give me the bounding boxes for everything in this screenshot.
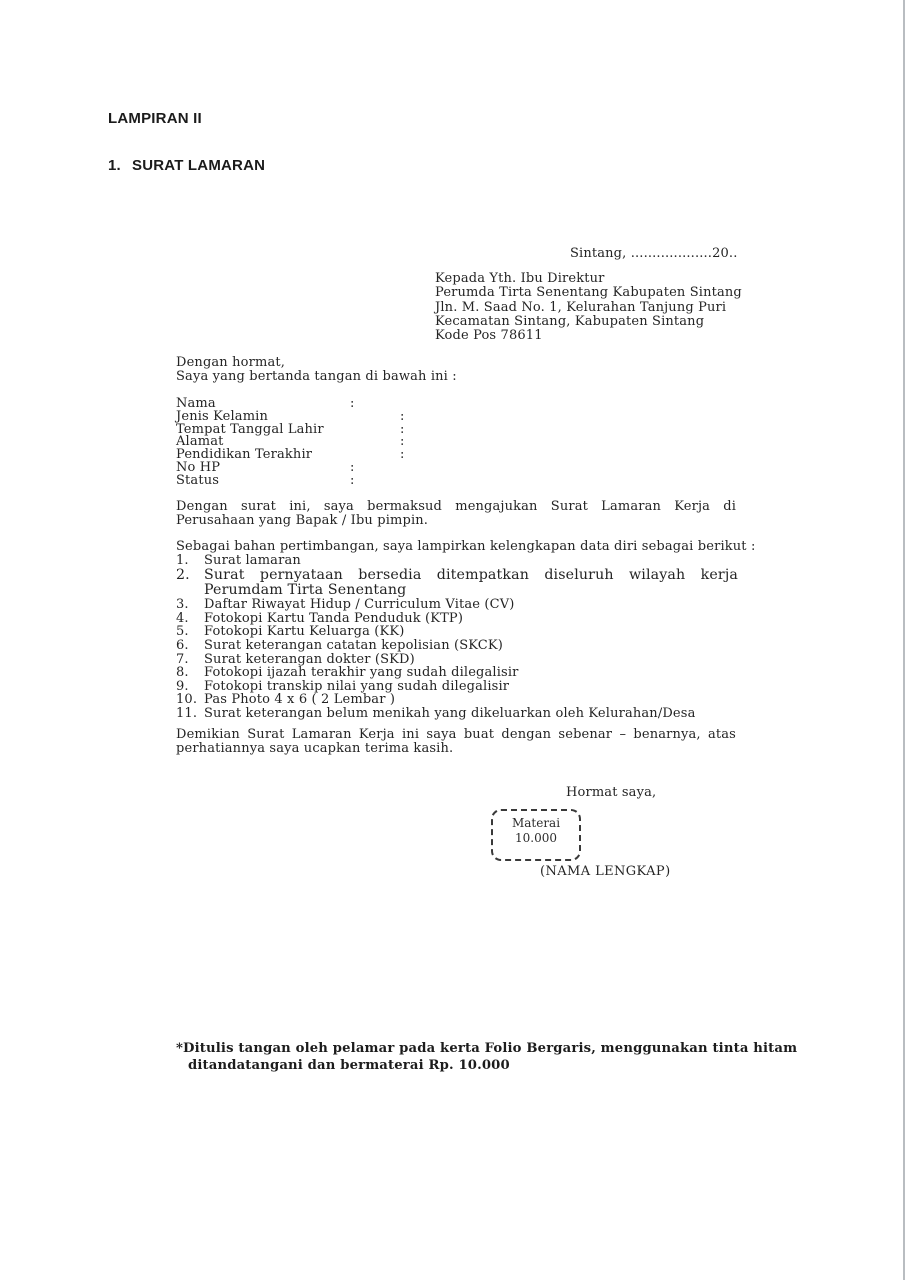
field-label: Alamat: [176, 434, 224, 450]
closing-paragraph: Demikian Surat Lamaran Kerja ini saya buat dengan sebenar – benarnya, atas perhatiannya saya ucapkan terima kasih.: [176, 727, 736, 756]
list-item: [176, 666, 738, 680]
field-colon: :: [350, 396, 355, 411]
list-item-text: Surat keterangan dokter (SKD): [204, 651, 415, 667]
footnote-line: ditandatangani dan bermaterai Rp. 10.000: [188, 1058, 510, 1073]
list-item-number: 5.: [176, 624, 189, 640]
list-item-text: Fotokopi transkip nilai yang sudah dilegalisir: [204, 678, 510, 694]
section-heading: [108, 157, 265, 174]
recipient-line: Kecamatan Sintang, Kabupaten Sintang: [435, 313, 705, 329]
intro-paragraph: Dengan surat ini, saya bermaksud mengajukan Surat Lamaran Kerja di Perusahaan yang Bapak / Ibu pimpin.: [176, 499, 736, 528]
list-item-text: Surat keterangan belum menikah yang dikeluarkan oleh Kelurahan/Desa: [204, 706, 696, 722]
list-item: [176, 625, 738, 639]
recipient-line: Perumda Tirta Senentang Kabupaten Sintang: [435, 285, 742, 301]
list-item-number: 7.: [176, 651, 189, 667]
materai-stamp-box: [491, 809, 581, 861]
list-item: [176, 598, 738, 612]
list-item-text: Surat lamaran: [204, 553, 301, 568]
list-item: [176, 554, 738, 568]
recipient-line: Kode Pos 78611: [435, 328, 543, 344]
salutation: [176, 356, 457, 385]
section-heading-label: SURAT LAMARAN: [132, 157, 266, 174]
field-colon: :: [400, 408, 405, 424]
list-item-text: Pas Photo 4 x 6 ( 2 Lembar ): [204, 692, 396, 708]
field-colon: :: [400, 434, 405, 450]
attachments-list: [176, 554, 738, 721]
list-item-number: 9.: [176, 678, 189, 694]
list-item-number: 1.: [176, 553, 189, 568]
field-row-status: [176, 472, 405, 488]
recipient-line: Kepada Yth. Ibu Direktur: [435, 271, 605, 286]
field-colon: :: [400, 447, 405, 463]
footnote-line: *Ditulis tangan oleh pelamar pada kerta Folio Bergaris, menggunakan tinta hitam: [176, 1041, 798, 1056]
list-item: [176, 653, 738, 667]
list-item-text: Fotokopi Kartu Keluarga (KK): [204, 624, 405, 640]
list-item-text: Surat keterangan catatan kepolisian (SKCK): [204, 638, 503, 654]
list-item-number: 11.: [176, 706, 198, 722]
personal-data-fields: [176, 398, 405, 488]
list-item-number: 6.: [176, 638, 189, 654]
list-item: [176, 639, 738, 653]
list-item: [176, 707, 738, 721]
field-colon: :: [400, 421, 405, 437]
list-item-text: Surat pernyataan bersedia ditempatkan diseluruh wilayah kerja Perumdam Tirta Senentang: [204, 567, 738, 598]
signature-name-placeholder: (NAMA LENGKAP): [540, 864, 671, 879]
field-colon: :: [350, 472, 355, 488]
list-item-number: 4.: [176, 610, 189, 626]
attachments-intro: Sebagai bahan pertimbangan, saya lampirkan kelengkapan data diri sebagai berikut :: [176, 539, 756, 554]
list-item: [176, 612, 738, 626]
field-label: Jenis Kelamin: [176, 408, 269, 424]
list-item: [176, 680, 738, 694]
list-item-number: 3.: [176, 597, 189, 613]
field-label: No HP: [176, 459, 221, 475]
list-item: [176, 568, 738, 597]
list-item-text: Fotokopi Kartu Tanda Penduduk (KTP): [204, 610, 464, 626]
salutation-line: Dengan hormat,: [176, 355, 286, 370]
list-item-number: 8.: [176, 665, 189, 681]
recipient-line: Jln. M. Saad No. 1, Kelurahan Tanjung Puri: [435, 299, 727, 315]
field-label: Nama: [176, 396, 216, 411]
section-number: 1.: [108, 157, 121, 174]
field-label: Pendidikan Terakhir: [176, 447, 313, 463]
signature-greeting: Hormat saya,: [566, 785, 657, 800]
list-item-text: Daftar Riwayat Hidup / Curriculum Vitae (CV): [204, 597, 515, 613]
recipient-address: [435, 272, 742, 343]
salutation-line: Saya yang bertanda tangan di bawah ini :: [176, 369, 457, 385]
list-item-number: 10.: [176, 692, 198, 708]
letter-date-line: Sintang, ...................20..: [570, 246, 738, 261]
list-item: [176, 693, 738, 707]
lampiran-heading: LAMPIRAN II: [108, 110, 202, 127]
materai-label: Materai: [511, 816, 561, 830]
list-item-number: 2.: [176, 567, 190, 584]
field-label: Tempat Tanggal Lahir: [176, 421, 324, 437]
field-label: Status: [176, 472, 220, 488]
list-item-text: Fotokopi ijazah terakhir yang sudah dilegalisir: [204, 665, 519, 681]
field-colon: :: [350, 459, 355, 475]
materai-value: 10.000: [515, 831, 557, 845]
footnote: [176, 1040, 797, 1074]
